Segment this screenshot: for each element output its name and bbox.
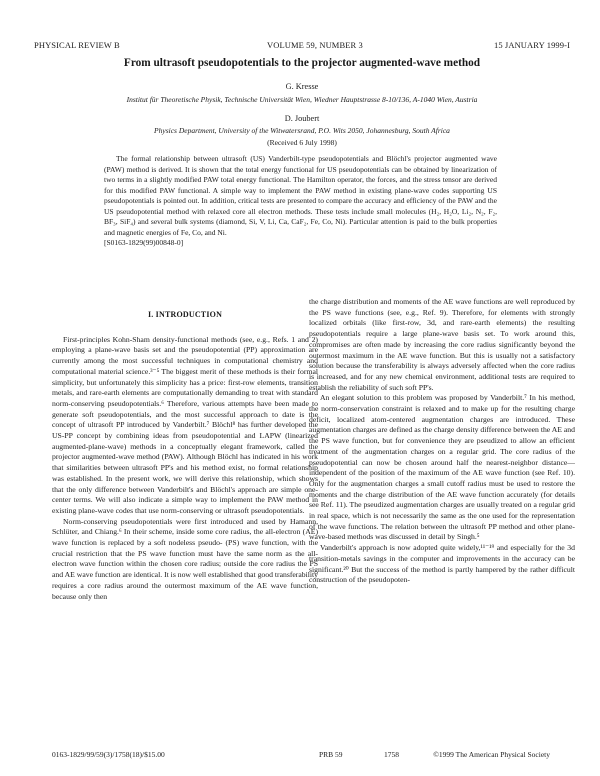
abstract-text: The formal relationship between ultrasoft (US) Vanderbilt-type pseudopotentials and Blöchl's projector augmented wave (PAW) method is derived. It is shown that the total energy functional for US pseudopotentials can be obtained by linearization of two terms in a slightly modified PAW total energy functional. The Hamilton operator, the forces, and the stress tensor are derived for this modified PAW functional. A simple way to implement the PAW method in existing plane-wave codes supporting US pseudopotentials is pointed out. In addition, critical tests are presented to compare the accuracy and efficiency of the PAW and the US pseudopotential method with relaxed core all electron methods. These tests include small molecules (H₂, H₂O, Li₂, N₂, F₂, BF₃, SiF₄) and several bulk systems (diamond, Si, V, Li, Ca, CaF₂, Fe, Co, Ni). Particular attention is paid to the bulk properties and magnetic energies of Fe, Co, and Ni. <box>104 154 497 237</box>
author-1: G. Kresse <box>285 82 319 91</box>
copyright: ©1999 The American Physical Society <box>433 750 550 759</box>
issue-date: 15 JANUARY 1999-I <box>494 40 570 50</box>
pacs-code: [S0163-1829(99)00848-0] <box>104 238 184 247</box>
body-paragraph: the charge distribution and moments of the AE wave functions are well reproduced by the PS wave functions (see, e.g., Ref. 9). Therefore, for elements with strongly localized orbitals (like first-row, 3d, and rare-earth elements) the resulting pseudopotentials require a large plane-wave basis set. To work around this, compromises are often made by increasing the core radius significantly beyond the outermost maximum in the AE wave function. But this is usually not a satisfactory solution because the transferability is always adversely affected when the core radius is increased, and for any new chemical environment, additional tests are required to establish the reliability of such soft PP's. <box>309 297 575 392</box>
author-2: D. Joubert <box>284 114 320 123</box>
received-date: (Received 6 July 1998) <box>267 138 337 147</box>
affiliation-1: Institut für Theoretische Physik, Technische Universität Wien, Wiedner Hauptstrasse 8-10/136, A-1040 Wien, Austria <box>126 95 478 104</box>
body-paragraph: Norm-conserving pseudopotentials were first introduced and used by Hamann, Schlüter, and Chiang.⁶ In their scheme, inside some core radius, the all-electron (AE) wave function is replaced by a soft nodeless pseudo- (PS) wave function, with the crucial restriction that the PS wave function must have the same norm as the all-electron wave function within the chosen core radius; outside the core radius the PS and AE wave function are identical. It is now well established that good transferability requires a core radius around the outermost maximum of the AE wave function, because only then <box>52 516 318 601</box>
volume-number: VOLUME 59, NUMBER 3 <box>267 40 363 50</box>
abstract <box>104 154 497 249</box>
journal-name: PHYSICAL REVIEW B <box>34 40 120 50</box>
right-column <box>309 297 575 586</box>
running-header <box>34 40 570 52</box>
page-footer <box>34 750 570 762</box>
body-paragraph: First-principles Kohn-Sham density-functional methods (see, e.g., Refs. 1 and 2) employing a plane-wave basis set and the pseudopotential (PP) approximation are currently among the most successful techniques in computational chemistry and computational material science.³⁻⁵ The biggest merit of these methods is their formal simplicity, but unfortunately this simplicity has a price: first-row elements, transition metals, and rare-earth elements are computationally demanding to treat with standard norm-conserving pseudopotentials.⁶ Therefore, various attempts have been made to generate soft pseudopotentials, and the most successful approach to date is the concept of ultrasoft PP introduced by Vanderbilt.⁷ Blöchl⁸ has further developed the US-PP concept by combining ideas from pseudopotential and LAPW (linearized augmented-plane-wave) methods in a conceptually elegant framework, called the projector augmented-wave method (PAW). Although Blöchl has indicated in his work that similarities between ultrasoft PP's and his method exist, no formal relationship was established. In the present work, we will derive this relationship, which shows that the only difference between Vanderbilt's and Blöchl's approach are simple one-center terms. We will also indicate a simple way to implement the PAW method in existing plane-wave codes that use norm-conserving or ultrasoft pseudopotentials. <box>52 334 318 515</box>
body-paragraph: An elegant solution to this problem was proposed by Vanderbilt.⁷ In his method, the norm-conservation constraint is relaxed and to make up for the resulting charge deficit, localized atom-centered augmentation charges are introduced. These augmentation charges are defined as the charge density difference between the AE and the PS wave function, but for convenience they are pseudized to allow an efficient treatment of the augmentation charges on a regular grid. The core radius of the pseudopotential can now be chosen around half the nearest-neighbor distance—independent of the position of the maximum of the AE wave function (see Ref. 10). Only for the augmentation charges a small cutoff radius must be used to restore the moments and the charge distribution of the AE wave function accurately (for details see Ref. 11). The pseudized augmentation charges are usually treated on a regular grid in real space, which is not necessarily the same as the one used for the representation of the wave functions. The relation between the ultrasoft PP method and other plane-wave-based methods was discussed in detail by Singh.⁵ <box>309 393 575 542</box>
body-paragraph: Vanderbilt's approach is now adopted quite widely,¹¹⁻¹⁹ and especially for the 3d transition-metals savings in the computer and improvements in the accuracy can be significant.²⁰ But the success of the method is partly hampered by the rather difficult construction of the pseudopoten- <box>309 543 575 585</box>
page-number: 1758 <box>384 750 399 759</box>
paper-title: From ultrasoft pseudopotentials to the projector augmented-wave method <box>123 57 481 69</box>
left-column <box>52 297 318 602</box>
article-code: 0163-1829/99/59(3)/1758(18)/$15.00 <box>52 750 165 759</box>
section-heading: I. INTRODUCTION <box>147 310 223 319</box>
affiliation-2: Physics Department, University of the Witwatersrand, P.O. Wits 2050, Johannesburg, South Africa <box>154 126 450 135</box>
journal-reference: PRB 59 <box>319 750 343 759</box>
